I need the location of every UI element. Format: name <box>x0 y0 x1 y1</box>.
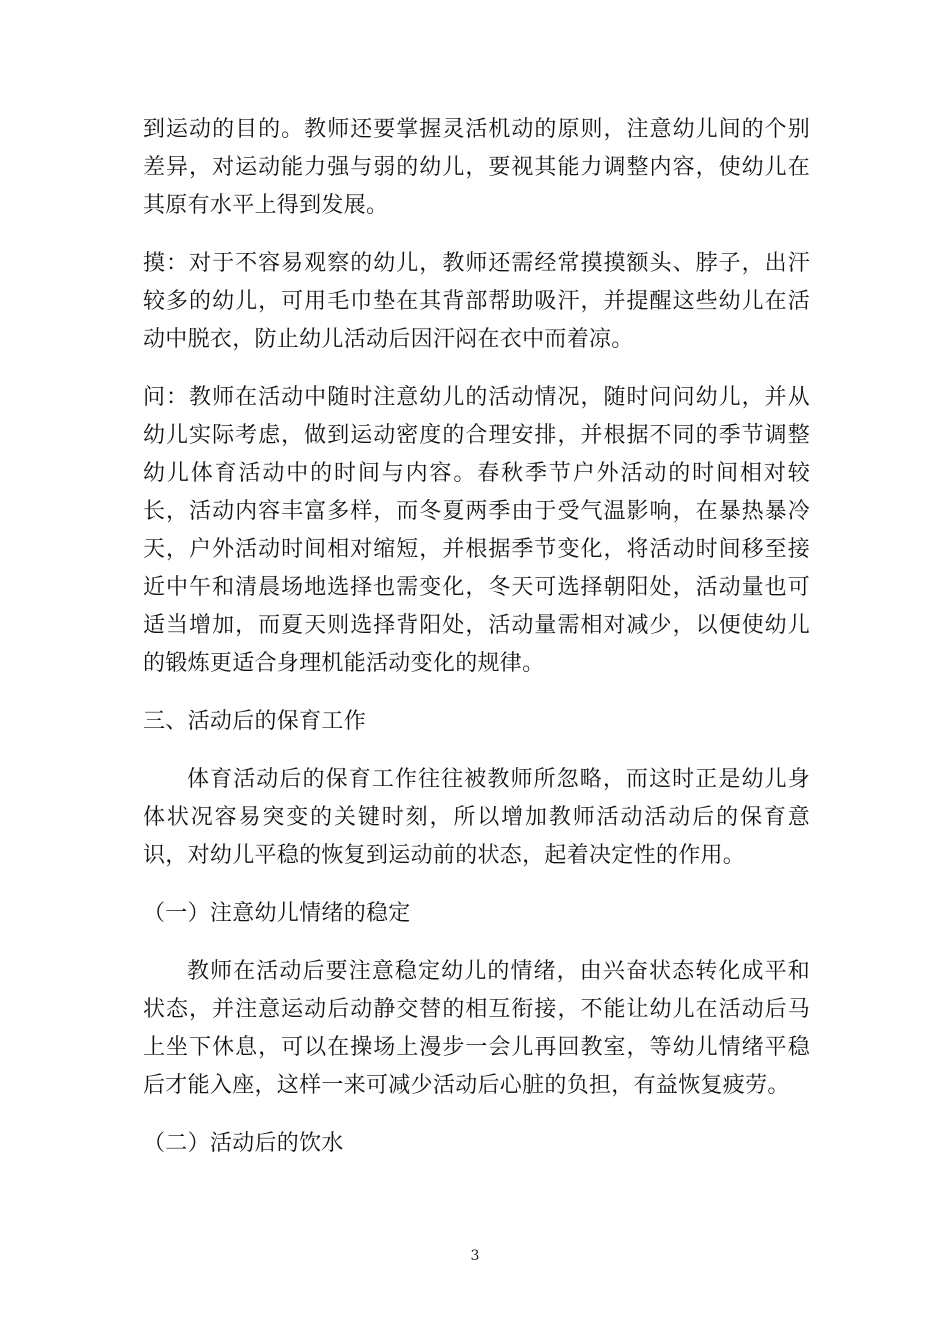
subsection-heading-drinking: （二）活动后的饮水 <box>143 1131 344 1156</box>
page-number: 3 <box>470 1248 480 1264</box>
section-heading-after-activity: 三、活动后的保育工作 <box>143 709 367 734</box>
paragraph-ask: 问：教师在活动中随时注意幼儿的活动情况，随时问问幼儿，并从幼儿实际考虑，做到运动密度的合理安排，并根据不同的季节调整幼儿体育活动中的时间与内容。春秋季节户外活动的时间相对较长，活动内容丰富多样，而冬夏两季由于受气温影响，在暴热暴冷天，户外活动时间相对缩短，并根据季节变化，将活动时间移至接近中午和清晨场地选择也需变化，冬天可选择朝阳处，活动量也可适当增加，而夏天则选择背阳处，活动量需相对减少，以便使幼儿的锻炼更适合身理机能活动变化的规律。 <box>143 385 810 676</box>
subsection-heading-emotion: （一）注意幼儿情绪的稳定 <box>143 901 411 926</box>
paragraph-touch: 摸：对于不容易观察的幼儿，教师还需经常摸摸额头、脖子，出汗较多的幼儿，可用毛巾垫在其背部帮助吸汗，并提醒这些幼儿在活动中脱衣，防止幼儿活动后因汗闷在衣中而着凉。 <box>143 251 810 352</box>
paragraph-exercise-purpose: 到运动的目的。教师还要掌握灵活机动的原则，注意幼儿间的个别差异，对运动能力强与弱的幼儿，要视其能力调整内容，使幼儿在其原有水平上得到发展。 <box>143 117 810 218</box>
paragraph-after-activity-care: 体育活动后的保育工作往往被教师所忽略，而这时正是幼儿身体状况容易突变的关键时刻，所以增加教师活动活动后的保育意识，对幼儿平稳的恢复到运动前的状态，起着决定性的作用。 <box>143 767 810 868</box>
paragraph-emotion-stability: 教师在活动后要注意稳定幼儿的情绪，由兴奋状态转化成平和状态，并注意运动后动静交替的相互衔接，不能让幼儿在活动后马上坐下休息，可以在操场上漫步一会儿再回教室，等幼儿情绪平稳后才能入座，这样一来可减少活动后心脏的负担，有益恢复疲劳。 <box>143 959 810 1098</box>
document-body <box>143 111 810 1163</box>
